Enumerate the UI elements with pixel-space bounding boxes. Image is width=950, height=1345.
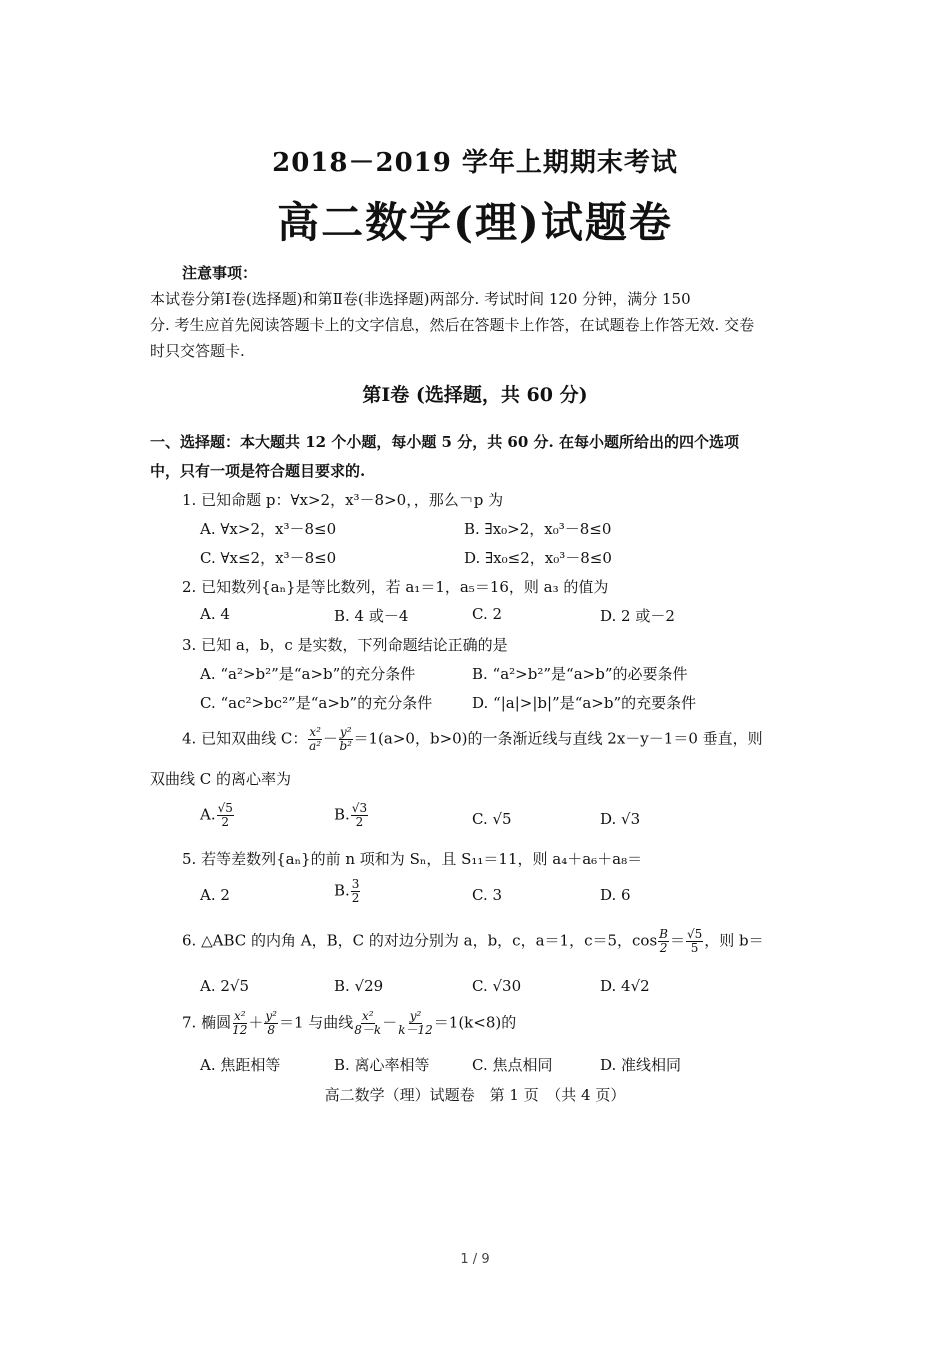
fraction-B-2: $\frac{B}{2}$ <box>659 927 668 955</box>
question-5-option-d: D. 6 <box>600 886 631 904</box>
question-4-option-a <box>200 802 235 829</box>
fraction-y2-8: $\frac{\text{y²}}{8}$ <box>265 1009 277 1037</box>
notice-heading: 注意事项： <box>182 264 258 282</box>
question-7-option-b: B. 离心率相等 <box>334 1056 430 1074</box>
fraction-x2-12: $\frac{\text{x²}}{12}$ <box>232 1009 248 1037</box>
page-footer: 高二数学（理）试题卷 第 1 页 （共 4 页） <box>324 1086 626 1104</box>
question-7-option-c: C. 焦点相同 <box>472 1056 553 1074</box>
question-7-option-a: A. 焦距相等 <box>200 1056 281 1074</box>
question-4-option-b-label: B. <box>334 805 350 824</box>
intro-line: 中，只有一项是符合题目要求的. <box>150 462 366 480</box>
notice-body <box>150 286 780 364</box>
question-3-stem: 3. 已知 a，b，c 是实数，下列命题结论正确的是 <box>182 636 508 654</box>
page-indicator: 1 / 9 <box>460 1252 490 1267</box>
question-4-stem: 4. 已知双曲线 C： $\frac{\text{x²}}{\text{a²}}$ － $\frac{\text{y²}}{\text{b²}}$ ＝1(a>0，b>0)的一条渐近线与直线 2x－y－1＝0 垂直，则 <box>182 725 763 753</box>
question-2-option-b: B. 4 或－4 <box>334 607 409 625</box>
question-6-stem-pre: 6. △ABC 的内角 A，B，C 的对边分别为 a，b，c，a＝1，c＝5，cos <box>182 931 658 950</box>
notice-line: 本试卷分第Ⅰ卷(选择题)和第Ⅱ卷(非选择题)两部分. 考试时间 120 分钟，满分 150 <box>150 290 691 308</box>
question-5-option-c: C. 3 <box>472 886 503 904</box>
question-3-option-c: C. “ac²>bc²”是“a>b”的充分条件 <box>200 694 433 712</box>
question-7-stem-mid: ＝1 与曲线 <box>278 1013 354 1032</box>
question-5-option-b <box>334 878 361 905</box>
question-1-option-c: C. ∀x≤2，x³－8≤0 <box>200 549 337 567</box>
question-6-option-b: B. √29 <box>334 977 384 995</box>
question-6-stem: 6. △ABC 的内角 A，B，C 的对边分别为 a，b，c，a＝1，c＝5，cos $\frac{B}{2}$ ＝ $\frac{√5}{5}$ ，则 b＝ <box>182 927 764 955</box>
question-3-option-a: A. “a²>b²”是“a>b”的充分条件 <box>200 665 416 683</box>
fraction-y2-k-12: $\frac{\text{y²}}{k-12}$ <box>398 1009 433 1037</box>
question-1-stem: 1. 已知命题 p：∀x>2，x³－8>0，，那么￢p 为 <box>182 491 504 509</box>
question-6-stem-post: ，则 b＝ <box>704 931 764 950</box>
question-3-option-d: D. “|a|>|b|”是“a>b”的充要条件 <box>472 694 697 712</box>
question-2-option-d: D. 2 或－2 <box>600 607 675 625</box>
exam-year-title: 2018－2019 学年上期期末考试 <box>272 148 678 178</box>
question-4-option-a-label: A. <box>200 805 216 824</box>
notice-line: 时只交答题卡. <box>150 342 245 360</box>
fraction-sqrt5-5: $\frac{√5}{5}$ <box>686 927 703 955</box>
question-2-stem: 2. 已知数列{aₙ}是等比数列，若 a₁＝1，a₅＝16，则 a₃ 的值为 <box>182 578 609 596</box>
question-5-stem: 5. 若等差数列{aₙ}的前 n 项和为 Sₙ，且 S₁₁＝11，则 a₄＋a₆＋a₈＝ <box>182 850 643 868</box>
question-3-option-b: B. “a²>b²”是“a>b”的必要条件 <box>472 665 688 683</box>
question-7-stem-pre: 7. 椭圆 <box>182 1013 232 1032</box>
question-5-option-b-label: B. <box>334 881 350 900</box>
question-6-option-a: A. 2√5 <box>200 977 250 995</box>
question-7-stem: 7. 椭圆 $\frac{\text{x²}}{12}$ ＋ $\frac{\text{y²}}{8}$ ＝1 与曲线 $\frac{\text{x²}}{8-k}$ － $\frac{\text{y²}}{k-12}$ ＝1(k<8)的 <box>182 1009 517 1037</box>
notice-line: 分. 考生应首先阅读答题卡上的文字信息，然后在答题卡上作答，在试题卷上作答无效. 交卷 <box>150 316 755 334</box>
question-6-option-d: D. 4√2 <box>600 977 650 995</box>
fraction-3-2: $\frac{3}{2}$ <box>351 877 360 905</box>
fraction-sqrt3-2: $\frac{√3}{2}$ <box>351 801 368 829</box>
question-7-option-d: D. 准线相同 <box>600 1056 682 1074</box>
fraction-sqrt5-2: $\frac{√5}{2}$ <box>217 801 233 829</box>
question-2-option-c: C. 2 <box>472 605 503 623</box>
question-4-stem-post: ＝1(a>0，b>0)的一条渐近线与直线 2x－y－1＝0 垂直，则 <box>353 729 763 748</box>
question-4-option-c: C. √5 <box>472 810 512 828</box>
exam-main-title: 高二数学(理)试题卷 <box>277 198 673 247</box>
question-5-option-a: A. 2 <box>200 886 230 904</box>
question-4-option-b <box>334 802 369 829</box>
question-4-stem-line2: 双曲线 C 的离心率为 <box>150 770 292 788</box>
section-title: 第Ⅰ卷 (选择题，共 60 分) <box>362 384 588 406</box>
section-intro <box>150 428 780 486</box>
question-4-option-d: D. √3 <box>600 810 641 828</box>
question-1-option-d: D. ∃x₀≤2，x₀³－8≤0 <box>464 549 612 567</box>
question-4-stem-pre: 4. 已知双曲线 C： <box>182 729 308 748</box>
intro-line: 一、选择题：本大题共 12 个小题，每小题 5 分，共 60 分. 在每小题所给出的四个选项 <box>150 433 739 451</box>
question-2-option-a: A. 4 <box>200 605 230 623</box>
question-6-option-c: C. √30 <box>472 977 522 995</box>
question-7-stem-post: ＝1(k<8)的 <box>433 1013 517 1032</box>
fraction-x2-a2: $\frac{\text{x²}}{\text{a²}}$ <box>309 725 322 753</box>
fraction-x2-8-k: $\frac{\text{x²}}{8-k}$ <box>354 1009 382 1037</box>
question-1-option-b: B. ∃x₀>2，x₀³－8≤0 <box>464 520 612 538</box>
fraction-y2-b2: $\frac{\text{y²}}{\text{b²}}$ <box>339 725 352 753</box>
question-1-option-a: A. ∀x>2，x³－8≤0 <box>200 520 337 538</box>
